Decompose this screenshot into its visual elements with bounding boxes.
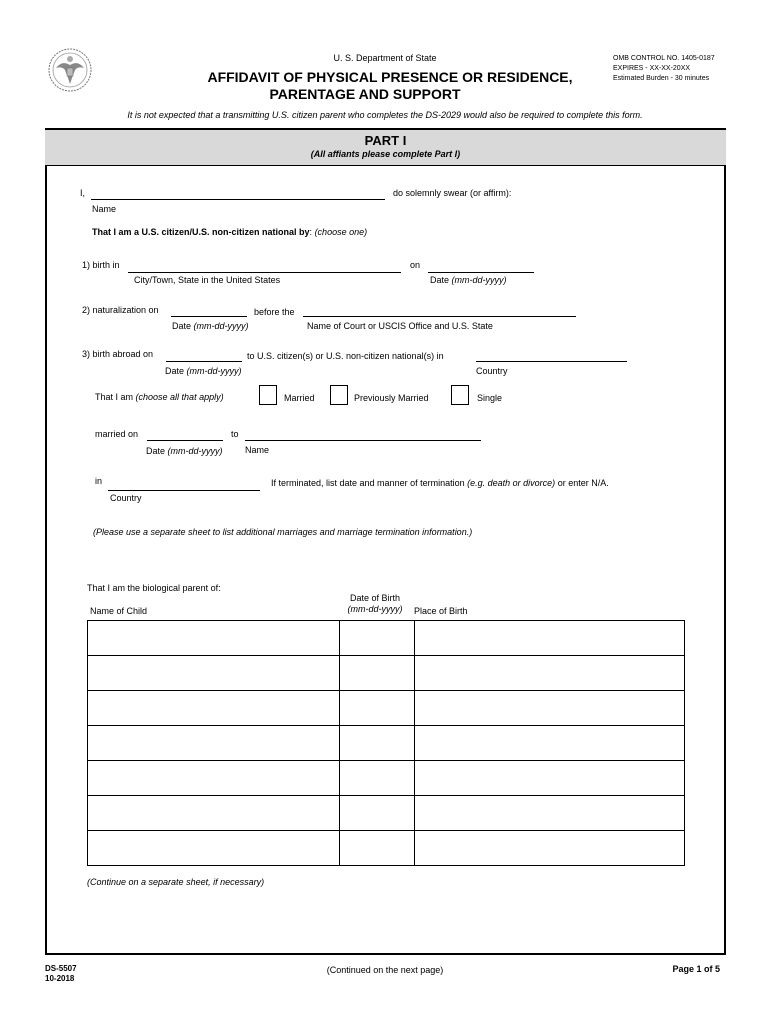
table-row: [88, 726, 685, 761]
child-dob-cell: [340, 691, 415, 726]
department-name: U. S. Department of State: [333, 53, 437, 63]
child-name-cell: [88, 831, 340, 866]
court-name-caption: Name of Court or USCIS Office and U.S. State: [307, 321, 493, 331]
affiant-name-input[interactable]: [91, 186, 385, 200]
spouse-name-caption: Name: [245, 445, 270, 455]
birth-city-input[interactable]: [128, 259, 401, 273]
child-dob-cell: [340, 656, 415, 691]
birth-date-input[interactable]: [428, 259, 534, 273]
marital-status-label: That I am (choose all that apply): [95, 392, 224, 402]
child-dob-input[interactable]: [340, 831, 414, 865]
child-name-input[interactable]: [88, 691, 339, 725]
child-dob-cell: [340, 761, 415, 796]
part-title: PART I: [364, 133, 407, 148]
child-place-cell: [415, 691, 685, 726]
child-place-input[interactable]: [415, 831, 684, 865]
child-place-input[interactable]: [415, 691, 684, 725]
birth-on-label: on: [410, 260, 421, 270]
birth-city-caption: City/Town, State in the United States: [134, 275, 281, 285]
child-dob-input[interactable]: [340, 691, 414, 725]
continued-note: (Continued on the next page): [326, 965, 444, 975]
single-label: Single: [477, 393, 503, 403]
col-child-name-header: Name of Child: [90, 606, 148, 616]
child-name-input[interactable]: [88, 761, 339, 795]
col-dob-header: Date of Birth (mm-dd-yyyy): [347, 593, 403, 614]
child-place-cell: [415, 796, 685, 831]
birth-in-label: 1) birth in: [82, 260, 120, 270]
table-row: [88, 761, 685, 796]
child-place-cell: [415, 761, 685, 796]
single-checkbox[interactable]: [451, 385, 469, 405]
child-place-cell: [415, 831, 685, 866]
child-name-cell: [88, 761, 340, 796]
estimated-burden: Estimated Burden - 30 minutes: [613, 75, 710, 82]
part-subtitle: (All affiants please complete Part I): [310, 149, 461, 159]
birth-abroad-country-caption: Country: [476, 366, 508, 376]
marriage-date-caption: Date (mm-dd-yyyy): [146, 446, 223, 456]
naturalization-date-input[interactable]: [171, 303, 247, 317]
child-name-cell: [88, 796, 340, 831]
child-name-cell: [88, 656, 340, 691]
form-revision-date: 10-2018: [45, 974, 75, 983]
spouse-name-input[interactable]: [245, 427, 481, 441]
child-place-input[interactable]: [415, 761, 684, 795]
children-table: [87, 620, 685, 866]
child-name-input[interactable]: [88, 796, 339, 830]
birth-abroad-date-caption: Date (mm-dd-yyyy): [165, 366, 242, 376]
child-name-cell: [88, 726, 340, 761]
child-dob-input[interactable]: [340, 621, 414, 655]
previously-married-label: Previously Married: [354, 393, 429, 403]
child-place-cell: [415, 621, 685, 656]
before-the-label: before the: [254, 307, 295, 317]
child-dob-cell: [340, 796, 415, 831]
birth-abroad-label: 3) birth abroad on: [82, 349, 154, 359]
omb-control-number: OMB CONTROL NO. 1405-0187: [613, 55, 715, 62]
citizenship-heading: That I am a U.S. citizen/U.S. non-citizen national by: (choose one): [92, 227, 368, 237]
affiant-prefix: I,: [80, 188, 86, 198]
child-place-input[interactable]: [415, 621, 684, 655]
birth-date-caption: Date (mm-dd-yyyy): [430, 275, 507, 285]
col-place-header: Place of Birth: [414, 606, 468, 616]
child-name-cell: [88, 621, 340, 656]
married-label: Married: [284, 393, 315, 403]
marriage-country-input[interactable]: [108, 477, 260, 491]
child-name-input[interactable]: [88, 831, 339, 865]
part-header-band: [45, 128, 726, 165]
table-row: [88, 796, 685, 831]
table-row: [88, 691, 685, 726]
form-title-line2: PARENTAGE AND SUPPORT: [269, 86, 461, 102]
to-citizens-label: to U.S. citizen(s) or U.S. non-citizen national(s) in: [247, 351, 444, 361]
birth-abroad-date-input[interactable]: [166, 348, 242, 362]
child-dob-input[interactable]: [340, 761, 414, 795]
child-place-input[interactable]: [415, 726, 684, 760]
page-number: Page 1 of 5: [672, 964, 720, 974]
child-dob-cell: [340, 726, 415, 761]
children-intro: That I am the biological parent of:: [87, 583, 221, 593]
married-on-label: married on: [95, 429, 139, 439]
table-row: [88, 831, 685, 866]
child-dob-cell: [340, 621, 415, 656]
form-title-line1: AFFIDAVIT OF PHYSICAL PRESENCE OR RESIDENCE,: [207, 69, 573, 85]
child-dob-cell: [340, 831, 415, 866]
swear-statement: do solemnly swear (or affirm):: [393, 188, 512, 198]
child-dob-input[interactable]: [340, 796, 414, 830]
marriage-date-input[interactable]: [147, 427, 223, 441]
previously-married-checkbox[interactable]: [330, 385, 348, 405]
child-place-input[interactable]: [415, 796, 684, 830]
married-to-label: to: [231, 429, 239, 439]
marriage-in-label: in: [95, 476, 103, 486]
naturalization-date-caption: Date (mm-dd-yyyy): [172, 321, 249, 331]
separate-sheet-note: (Please use a separate sheet to list additional marriages and marriage termination information.): [93, 527, 473, 537]
married-checkbox[interactable]: [259, 385, 277, 405]
child-dob-input[interactable]: [340, 656, 414, 690]
form-number: DS-5507: [45, 964, 77, 973]
table-row: [88, 621, 685, 656]
marriage-country-caption: Country: [110, 493, 142, 503]
continue-note: (Continue on a separate sheet, if necessary): [87, 877, 265, 887]
naturalization-label: 2) naturalization on: [82, 305, 159, 315]
child-place-cell: [415, 726, 685, 761]
child-place-cell: [415, 656, 685, 691]
child-name-input[interactable]: [88, 621, 339, 655]
instruction-note: It is not expected that a transmitting U.S. citizen parent who completes the DS-2029 would also be required to complete this form.: [127, 110, 643, 120]
birth-abroad-country-input[interactable]: [476, 348, 627, 362]
child-dob-input[interactable]: [340, 726, 414, 760]
table-row: [88, 656, 685, 691]
expiration-date: EXPIRES - XX-XX-20XX: [613, 65, 691, 72]
affiant-name-label: Name: [92, 204, 117, 214]
child-place-input[interactable]: [415, 656, 684, 690]
child-name-cell: [88, 691, 340, 726]
child-name-input[interactable]: [88, 656, 339, 690]
child-name-input[interactable]: [88, 726, 339, 760]
termination-instruction: If terminated, list date and manner of termination (e.g. death or divorce) or enter N/A.: [271, 478, 609, 488]
court-name-input[interactable]: [303, 303, 576, 317]
